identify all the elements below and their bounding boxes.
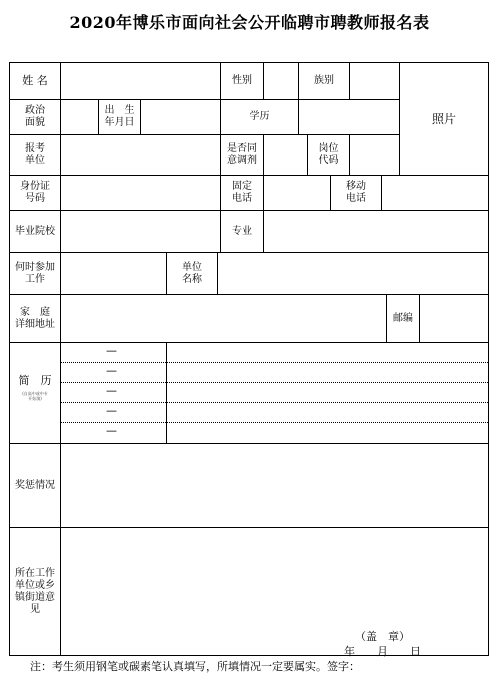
school-label: 毕业院校 <box>15 225 55 237</box>
ethnicity-field[interactable] <box>350 63 399 99</box>
apply-unit-field[interactable] <box>61 135 220 175</box>
resume-dash: — <box>106 344 117 357</box>
major-field[interactable] <box>264 211 488 252</box>
position-code-field[interactable] <box>350 135 399 175</box>
postcode-label: 邮编 <box>393 312 413 324</box>
seal-text: （盖 章） <box>355 630 410 643</box>
education-field[interactable] <box>299 100 399 134</box>
home-address-label: 家 庭 详细地址 <box>15 306 55 330</box>
gender-label: 性别 <box>232 75 252 86</box>
resume-dash: — <box>106 424 117 437</box>
work-start-field[interactable] <box>61 253 166 294</box>
resume-dash: — <box>106 384 117 397</box>
id-number-label: 身份证 号码 <box>20 181 50 204</box>
mobile-field[interactable] <box>382 176 488 210</box>
apply-unit-label: 报考 单位 <box>25 143 45 166</box>
landline-field[interactable] <box>264 176 330 210</box>
work-start-label: 何时参加 工作 <box>15 261 55 285</box>
work-unit-field[interactable] <box>218 253 488 294</box>
opinion-label: 所在工作 单位或乡 镇街道意 见 <box>15 567 55 615</box>
name-label: 姓 名 <box>22 74 48 87</box>
resume-label: 简 历 <box>18 374 52 387</box>
birth-date-label: 出 生 年月日 <box>104 105 135 128</box>
date-text: 年 月 日 <box>344 645 421 658</box>
name-field[interactable] <box>61 63 220 99</box>
id-number-field[interactable] <box>61 176 220 210</box>
awards-field[interactable] <box>61 444 488 527</box>
ethnicity-label: 族别 <box>314 75 334 86</box>
school-field[interactable] <box>61 211 220 252</box>
accept-transfer-field[interactable] <box>264 135 307 175</box>
political-status-field[interactable] <box>61 100 98 134</box>
resume-dash: — <box>106 404 117 417</box>
education-label: 学历 <box>249 111 270 122</box>
postcode-field[interactable] <box>420 295 488 342</box>
gender-field[interactable] <box>264 63 298 99</box>
accept-transfer-label: 是否同 意调剂 <box>227 143 257 166</box>
birth-date-field[interactable] <box>141 100 220 134</box>
resume-note: (自高中或中专 开始填) <box>22 391 48 401</box>
political-status-label: 政治 面貌 <box>25 105 45 128</box>
form-title: 2020年博乐市面向社会公开临聘市聘教师报名表 <box>69 13 430 32</box>
photo-area[interactable]: 照片 <box>431 112 456 126</box>
awards-label: 奖惩情况 <box>15 479 55 491</box>
landline-label: 固定 电话 <box>232 181 252 204</box>
opinion-field[interactable] <box>61 528 488 626</box>
home-address-field[interactable] <box>61 295 386 342</box>
resume-field[interactable] <box>167 343 488 443</box>
major-label: 专业 <box>232 225 252 237</box>
position-code-label: 岗位 代码 <box>318 143 339 166</box>
footer-note: 注：考生须用钢笔或碳素笔认真填写，所填情况一定要属实。签字： <box>30 660 360 673</box>
resume-dash: — <box>106 364 117 377</box>
mobile-label: 移动 电话 <box>346 181 366 204</box>
work-unit-label: 单位 名称 <box>182 261 202 285</box>
